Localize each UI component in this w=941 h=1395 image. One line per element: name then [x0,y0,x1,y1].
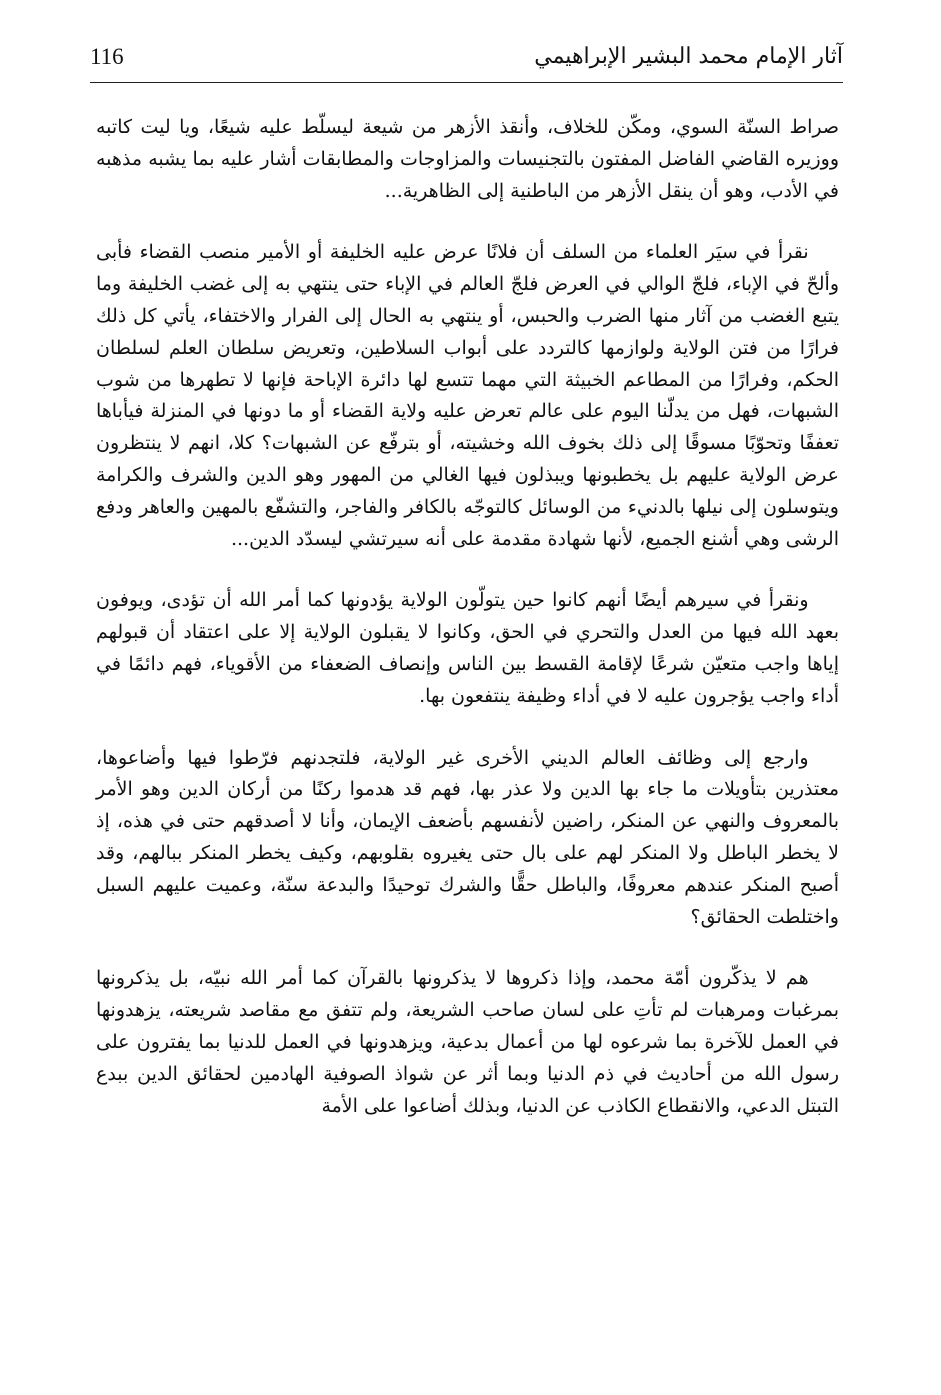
paragraph-1: صراط السنّة السوي، ومكّن للخلاف، وأنقذ الأزهر من شيعة ليسلّط عليه شيعًا، ويا ليت كاتبه ووزيره القاضي الفاضل المفتون بالتجنيسات والمزاوجات والمطابقات أشار عليه بما يشبه مذهبه في الأدب، وهو أن ينقل الأزهر من الباطنية إلى الظاهرية... [96,116,840,202]
paragraph-2: نقرأ في سيَر العلماء من السلف أن فلانًا عرض عليه الخليفة أو الأمير منصب القضاء فأبى وألحّ في الإباء، فلجّ الوالي في العرض فلجّ العالم في الإباء حتى ينتهي به إلى غضب الخليفة وما يتبع الغضب من آثار منها الضرب والحبس، أو ينتهي به الحال إلى الفرار والاختفاء، يأتي كل ذلك فرارًا من فتن الولاية ولوازمها كالتردد على أبواب السلاطين، وتعريض سلطان العلم لسلطان الحكم، وفرارًا من المطاعم الخبيثة التي مهما تتسع لها دائرة الإباحة فإنها لا تطهرها من شوب الشبهات، فهل من يدلّنا اليوم على عالم تعرض عليه ولاية القضاء أو ما دونها في المنزلة فيأباها تعففًا وتحوّبًا مسوقًا إلى ذلك بخوف الله وخشيته، أو بترفّع عن الشبهات؟ كلا، انهم لا ينتظرون عرض الولاية عليهم بل يخطبونها ويبذلون فيها الغالي من المهور وهو الدين والشرف والكرامة ويتوسلون إلى نيلها بالدنيء من الوسائل كالتوجّه بالكافر والفاجر، والتشفّع بالمهين والعاهر ودفع الرشى وهي أشنع الجميع، لأنها شهادة مقدمة على أنه سيرتشي ليسدّد الدين... [96,241,839,550]
paragraph-4: وارجع إلى وظائف العالم الديني الأخرى غير الولاية، فلتجدنهم فرّطوا فيها وأضاعوها، معتذرين بتأويلات ما جاء بها الدين ولا عذر بها، فهم قد هدموا ركنًا من أركان الدين وهو الأمر بالمعروف والنهي عن المنكر، راضين لأنفسهم بأضعف الإيمان، وأنا لا أصدقهم حتى في هذه، إذ لا يخطر الباطل ولا المنكر لهم على بال حتى يغيروه بقلوبهم، وكيف يخطر المنكر ببالهم، وقد أصبح المنكر عندهم معروفًا، والباطل حقًّا والشرك توحيدًا والبدعة سنّة، وعميت عليهم السبل واختلطت الحقائق؟ [96,746,839,928]
paragraph-3: ونقرأ في سيرهم أيضًا أنهم كانوا حين يتولّون الولاية يؤدونها كما أمر الله أن تؤدى، ويوفون بعهد الله فيها من العدل والتحري في الحق، وكانوا لا يقبلون الولاية إلا على اعتقاد أن قبولهم إياها واجب متعيّن شرعًا لإقامة القسط بين الناس وإنصاف الضعفاء من الأقوياء، فهم دائمًا في أداء واجب يؤجرون عليه لا في أداء وظيفة ينتفعون بها. [96,589,839,707]
page-number: 116 [90,44,124,69]
body-text [96,112,839,1152]
running-title: آثار الإمام محمد البشير الإبراهيمي [534,44,843,69]
paragraph-5: هم لا يذكّرون أمّة محمد، وإذا ذكروها لا يذكرونها بالقرآن كما أمر الله نبيّه، بل يذكرونها بمرغبات ومرهبات لم تأتِ على لسان صاحب الشريعة، ولم تتفق مع مقاصد شريعته، يزهدونها في العمل للآخرة بما شرعوه لها من أعمال بدعية، ويزهدونها في العمل للدنيا بما يفترون على رسول الله من أحاديث في ذم الدنيا وبما أثر عن شواذ الصوفية الهادمين لحقائق الدين ببدع التبتل الدعي، والانقطاع الكاذب عن الدنيا، وبذلك أضاعوا على الأمة [96,967,839,1117]
header-rule [90,82,843,83]
page-header [90,38,843,82]
